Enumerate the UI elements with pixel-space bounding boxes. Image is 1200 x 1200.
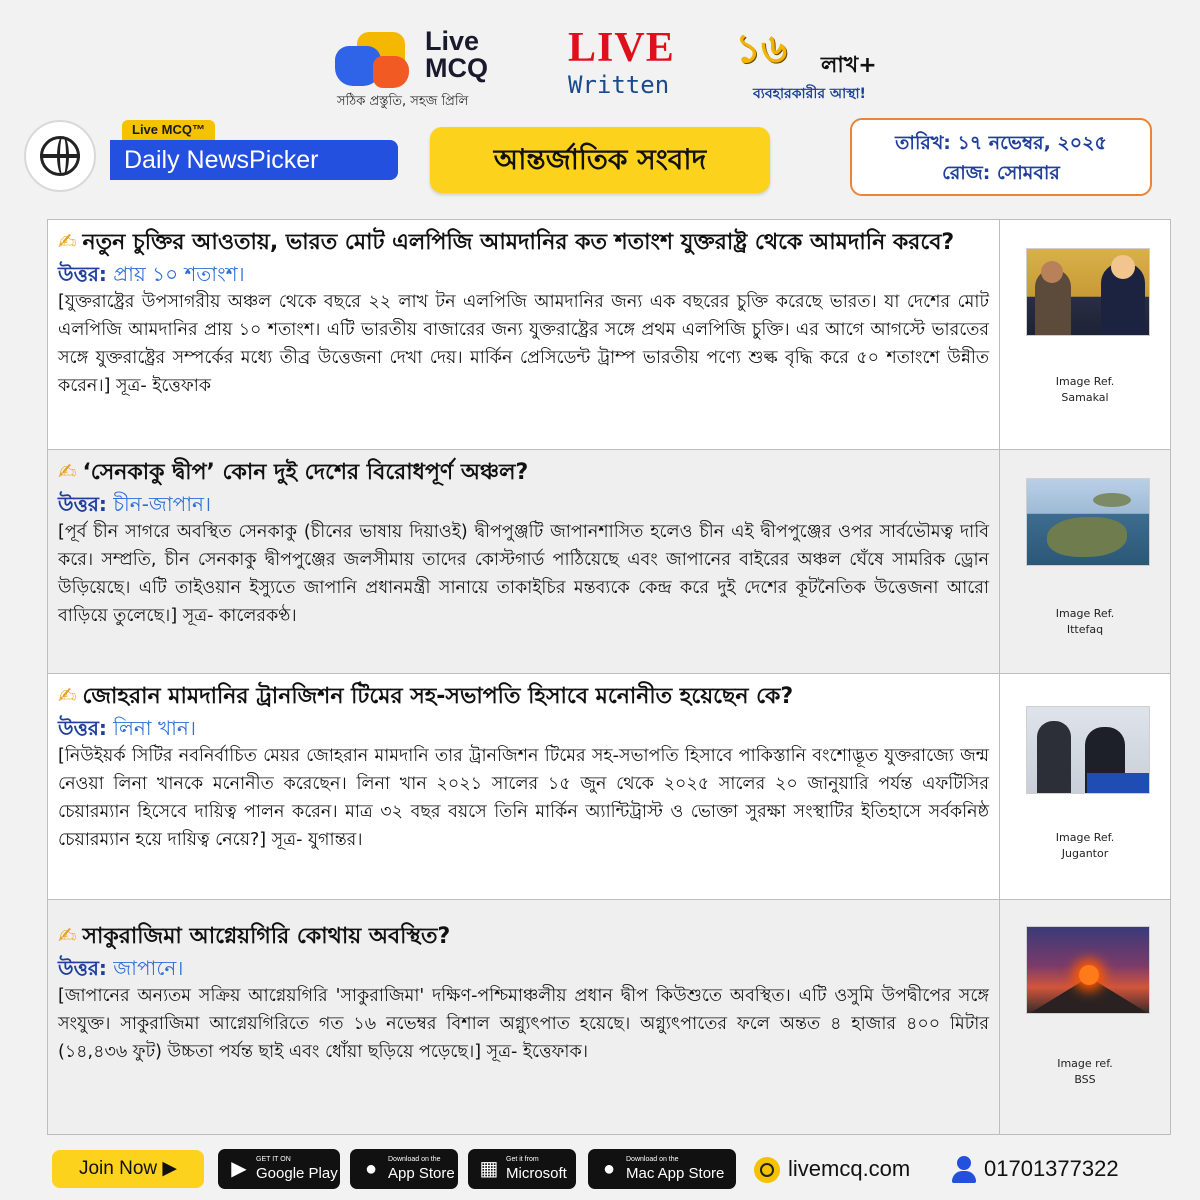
section-title: আন্তর্জাতিক সংবাদ (430, 127, 770, 193)
news-item-text (48, 450, 1000, 673)
question: ✍ ‘সেনকাকু দ্বীপ’ কোন দুই দেশের বিরোধপূর্ণ অঞ্চল? (58, 460, 529, 485)
date-box (850, 118, 1152, 196)
news-item-text (48, 900, 1000, 1134)
answer-value: জাপানে। (113, 956, 184, 980)
question: ✍ জোহরান মামদানির ট্রানজিশন টিমের সহ-সভাপতি হিসাবে মনোনীত হয়েছেন কে? (58, 684, 794, 709)
user-trust-text: ব্যবহারকারীর আস্থা! (753, 86, 866, 102)
website-link[interactable]: livemcq.com (754, 1152, 910, 1186)
answer-label: উত্তর: (58, 262, 107, 286)
image-ref: Image Ref. Jugantor (1055, 831, 1115, 860)
image-column (1000, 220, 1170, 449)
windows-icon: ▦ (479, 1158, 499, 1180)
apple-icon: ● (364, 1158, 378, 1180)
news-image[interactable] (1026, 926, 1150, 1014)
answer-line (58, 260, 989, 288)
image-ref: Image Ref. Samakal (1055, 375, 1115, 404)
microsoft-store-button[interactable]: ▦ Get it from Microsoft (468, 1149, 576, 1189)
pen-icon: ✍ (58, 684, 77, 709)
news-image[interactable] (1026, 478, 1150, 566)
answer-label: উত্তর: (58, 716, 107, 740)
web-icon (754, 1157, 780, 1183)
news-image[interactable] (1026, 706, 1150, 794)
answer-value: চীন-জাপান। (113, 492, 212, 516)
google-play-button[interactable]: ▶ GET IT ON Google Play (218, 1149, 340, 1189)
answer-label: উত্তর: (58, 956, 107, 980)
app-store-button[interactable]: ● Download on the App Store (350, 1149, 458, 1189)
news-item (48, 674, 1170, 900)
page-header (0, 0, 1200, 215)
answer-line (58, 954, 989, 982)
user-count-unit: লাখ+ (821, 53, 877, 78)
phone-number[interactable]: 01701377322 (952, 1152, 1119, 1186)
answer-value: প্রায় ১০ শতাংশ। (113, 262, 245, 286)
play-icon: ▶ (231, 1158, 247, 1180)
daily-newspicker-logo (24, 120, 384, 194)
apple-icon: ● (602, 1158, 616, 1180)
pen-icon: ✍ (58, 460, 77, 485)
answer-line (58, 714, 989, 742)
question: ✍ নতুন চুক্তির আওতায়, ভারত মোট এলপিজি আমদানির কত শতাংশ যুক্তরাষ্ট্র থেকে আমদানি করবে? (58, 230, 955, 255)
join-now-button[interactable]: Join Now ▶ (52, 1150, 204, 1188)
livemcq-tagline: সঠিক প্রস্তুতি, সহজ প্রিলি (337, 94, 469, 109)
image-ref: Image ref. BSS (1057, 1057, 1113, 1086)
news-image[interactable] (1026, 248, 1150, 336)
question: ✍ সাকুরাজিমা আগ্নেয়গিরি কোথায় অবস্থিত? (58, 924, 451, 949)
news-item (48, 900, 1170, 1134)
user-icon (952, 1156, 976, 1184)
livewritten-written-text: Written (568, 71, 670, 99)
explanation: [নিউইয়র্ক সিটির নবনির্বাচিত মেয়র জোহরান মামদানি তার ট্রানজিশন টিমের সহ-সভাপতি হিসাবে পাকিস্তানি বংশোদ্ভূত যুক্তরাজ্যে জন্ম নেওয়া লিনা খানকে মনোনীত করেছেন। লিনা খান ২০২১ সালের ১৫ জুন থেকে ২০২৫ সালের ২০ জানুয়ারি পর্যন্ত এফটিসির চেয়ারম্যান হিসেবে দায়িত্ব পালন করেন। মাত্র ৩২ বছর বয়সে তিনি মার্কিন অ্যান্টিট্রাস্ট ও ভোক্তা সুরক্ষা সংস্থাটির ইতিহাসে সর্বকনিষ্ঠ চেয়ারম্যান হয়ে দায়িত্ব নেয়ে?] সূত্র- যুগান্তর। (58, 746, 989, 850)
newspicker-badge: Live MCQ™ (122, 120, 215, 140)
mac-app-store-button[interactable]: ● Download on the Mac App Store (588, 1149, 736, 1189)
answer-value: লিনা খান। (113, 716, 196, 740)
news-item-text (48, 674, 1000, 899)
answer-label: উত্তর: (58, 492, 107, 516)
pen-icon: ✍ (58, 230, 77, 255)
user-count-number: ১৬ (735, 26, 787, 72)
explanation: [জাপানের অন্যতম সক্রিয় আগ্নেয়গিরি 'সাকুরাজিমা' দক্ষিণ-পশ্চিমাঞ্চলীয় প্রধান দ্বীপ কিউশুতে অবস্থিত। এটি ওসুমি উপদ্বীপের সঙ্গে সংযুক্ত। সাকুরাজিমা আগ্নেয়গিরিতে গত ১৬ নভেম্বর বিশাল অগ্ন্যুৎপাত হয়েছে। অগ্ন্যুৎপাতের ফলে অন্তত ৪ হাজার ৪০০ মিটার (১৪,৪৩৬ ফুট) উচ্চতা পর্যন্ত ছাই এবং ধোঁয়া ছড়িয়ে পড়েছে।] সূত্র- ইত্তেফাক। (58, 986, 989, 1062)
livewritten-live-text: LIVE (568, 25, 675, 71)
image-ref: Image Ref. Ittefaq (1055, 607, 1115, 636)
news-item (48, 450, 1170, 674)
news-item-text (48, 220, 1000, 449)
date-line: তারিখ: ১৭ নভেম্বর, ২০২৫ (895, 132, 1107, 154)
user-count-badge (735, 26, 905, 110)
answer-line (58, 490, 989, 518)
image-column (1000, 900, 1170, 1134)
page-footer (0, 1140, 1200, 1200)
globe-icon (24, 120, 96, 192)
livemcq-logo-text: Live MCQ (425, 26, 488, 83)
explanation: [পূর্ব চীন সাগরে অবস্থিত সেনকাকু (চীনের ভাষায় দিয়াওই) দ্বীপপুঞ্জটি জাপানশাসিত হলেও চীন এই দ্বীপপুঞ্জের ওপর সার্বভৌমত্ব দাবি করে। সম্প্রতি, চীন সেনকাকু দ্বীপপুঞ্জের জলসীমায় তাদের কোস্টগার্ড পাঠিয়েছে এবং জাপানের বাইরের অঞ্চল ঘেঁষে সামরিক ড্রোন উড়িয়েছে। এটি তাইওয়ান ইস্যুতে জাপানি প্রধানমন্ত্রী সানায়ে তাকাইচির মন্তব্যকে কেন্দ্র করে দুই দেশের কূটনৈতিক উত্তেজনা আরো বাড়িয়ে তুলেছে।] সূত্র- কালেরকণ্ঠ। (58, 522, 989, 626)
livemcq-logo-icon (335, 32, 413, 88)
explanation: [যুক্তরাষ্ট্রের উপসাগরীয় অঞ্চল থেকে বছরে ২২ লাখ টন এলপিজি আমদানির জন্য এক বছরের চুক্তি করেছে ভারত। যা দেশের মোট এলপিজি আমদানির প্রায় ১০ শতাংশ। এটি ভারতীয় বাজারের জন্য যুক্তরাষ্ট্রের সঙ্গে প্রথম এলপিজি চুক্তি। এর আগে আগস্টে ভারতের সঙ্গে যুক্তরাষ্ট্রের সম্পর্কের মধ্যে তীব্র উত্তেজনা দেখা দেয়। মার্কিন প্রেসিডেন্ট ট্রাম্প ভারতীয় পণ্যে শুল্ক বৃদ্ধি করে ৫০ শতাংশে উন্নীত করেন।] সূত্র- ইত্তেফাক (58, 292, 989, 396)
day-line: রোজ: সোমবার (942, 162, 1060, 184)
news-item (48, 220, 1170, 450)
image-column (1000, 674, 1170, 899)
livewritten-logo[interactable] (568, 25, 675, 110)
livemcq-logo[interactable] (335, 28, 535, 112)
newspicker-title: Daily NewsPicker (110, 140, 398, 180)
image-column (1000, 450, 1170, 673)
news-table (47, 219, 1171, 1135)
pen-icon: ✍ (58, 924, 77, 949)
